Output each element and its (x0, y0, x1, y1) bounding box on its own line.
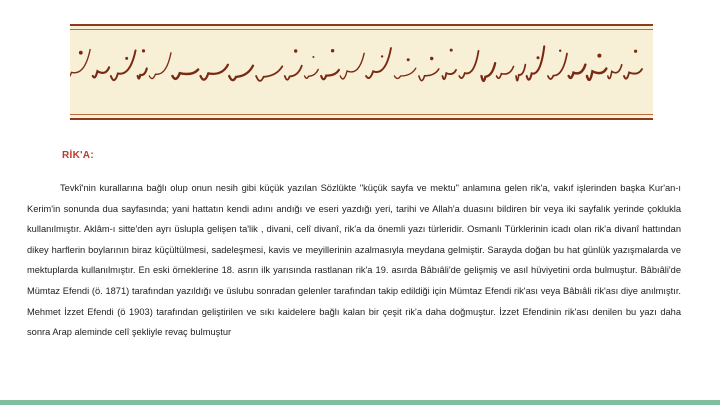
calligraphy-dot (537, 56, 540, 59)
calligraphy-stroke (229, 66, 253, 81)
calligraphy-stroke (608, 65, 622, 79)
calligraphy-dot (294, 49, 297, 52)
calligraphy-stroke (481, 63, 495, 81)
calligraphy-strokes (70, 26, 653, 118)
calligraphy-stroke (111, 50, 136, 80)
calligraphy-stroke (394, 68, 415, 78)
calligraphy-stroke (138, 69, 147, 79)
calligraphy-stroke (285, 66, 302, 80)
calligraphy-stroke (527, 46, 545, 79)
calligraphy-stroke (200, 65, 227, 80)
calligraphy-dot (142, 49, 145, 52)
calligraphy-dot (381, 55, 383, 57)
calligraphy-stroke (340, 53, 364, 79)
calligraphy-dot (312, 56, 314, 58)
calligraphy-dot (331, 49, 334, 52)
calligraphy-stroke (149, 53, 171, 79)
calligraphy-dot (407, 58, 410, 61)
calligraphy-stroke (442, 70, 456, 79)
calligraphy-stroke (256, 66, 282, 81)
calligraphy-stroke (419, 69, 439, 81)
calligraphy-stroke (366, 48, 391, 78)
calligraphy-stroke (459, 51, 478, 78)
calligraphy-dot (79, 51, 83, 55)
calligraphy-stroke (587, 69, 606, 80)
body-paragraph-text: Tevkî'nin kurallarına bağlı olup onun nesih gibi küçük yazılan Sözlükte "küçük sayfa ve mektu" anlamına gelen rik'a, vakıf işlerinden başka Kur'an-ı Kerim'in sonunda dua sayfasında; yani hattatın kendi adını andığı ve eseri yazdığı yeri, tarihi ve Allah'a duasını bildiren bir veya iki sayfalık yerinde çoklukla kullanılmıştır. Aklâm-ı sitte'den ayrı üslupla gelişen ta'lik , divani, celî divanî, rik'a da önemli yazı türleridir. Osmanlı Türklerinin icadı olan rik'a divanî hattından dikey harflerin boylarının biraz küçültülmesi, sadeleşmesi, kavis ve meyillerinin azalmasıyla meydana gelmiştir. Sarayda doğan bu hat günlük yazışmalarda ve mektuplarda kullanılmıştır. En eski örneklerine 18. asrın ilk yarısında rastlanan rik'a 19. asırda Bâbıâli'de gelişmiş ve asıl hüviyetini orda bulmuştur. Bâbıâli'de Mümtaz Efendi (ö. 1871) tarafından yazıldığı ve üslubu sonradan gelenler tarafından takip edildiği için Mümtaz Efendi rik'ası veya Bâbıâli rik'ası diye anılmıştır. Mehmet İzzet Efendi (ö 1903) tarafından geliştirilen ve sıkı kaidelere bağlı kalan bir çeşit rik'a daha doğmuştur. İzzet Efendinin rik'ası denilen bu yazı daha sonra Arap aleminde celî şekliyle revaç bulmuştur (27, 183, 681, 338)
calligraphy-stroke (93, 67, 109, 77)
calligraphy-stroke (305, 69, 319, 78)
body-paragraph (27, 178, 681, 343)
calligraphy-stroke (516, 65, 525, 81)
bottom-accent-bar (0, 400, 720, 405)
calligraphy-stroke (321, 70, 339, 79)
calligraphy-stroke (569, 65, 586, 78)
calligraphy-stroke (172, 70, 198, 79)
calligraphy-dot (430, 57, 433, 60)
calligraphy-dot (597, 54, 601, 58)
calligraphy-stroke (624, 69, 642, 79)
calligraphy-dot (559, 50, 561, 52)
section-heading: RİK'A: (62, 150, 94, 161)
calligraphy-dot (450, 49, 453, 52)
calligraphy-stroke (497, 66, 514, 78)
calligraphy-sample-image (70, 24, 653, 120)
calligraphy-stroke (548, 54, 567, 79)
calligraphy-dot (634, 50, 637, 53)
calligraphy-dot (125, 57, 128, 60)
